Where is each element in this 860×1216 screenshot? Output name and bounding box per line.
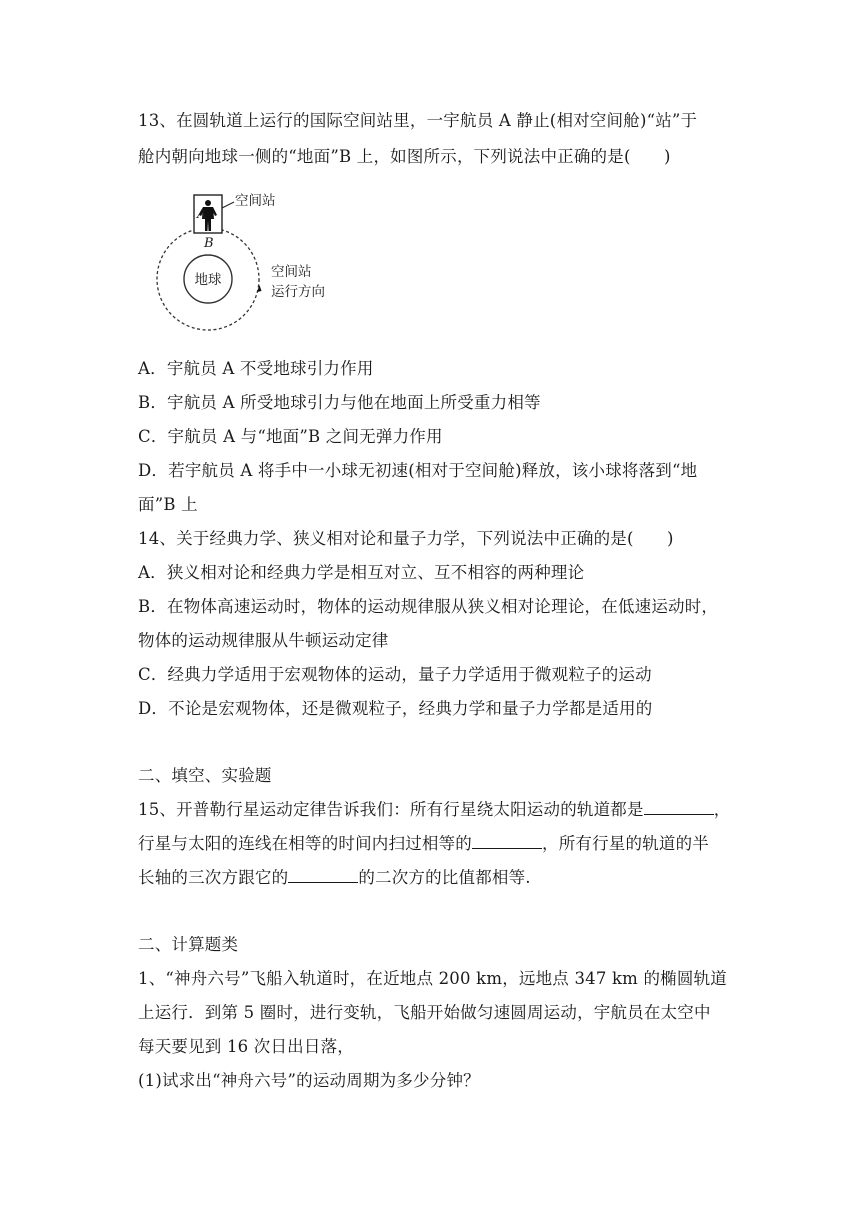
calc1-line1: 1、“神舟六号”飞船入轨道时，在近地点 200 km，远地点 347 km 的椭圆轨道 [138, 969, 727, 988]
direction-arrow-icon [257, 285, 262, 292]
direction-label-2: 运行方向 [271, 284, 325, 300]
point-b-label: B [204, 236, 214, 251]
calc1-line3: 每天要见到 16 次日出日落， [138, 1037, 354, 1056]
calc1-line2: 上运行．到第 5 圈时，进行变轨，飞船开始做匀速圆周运动，宇航员在太空中 [138, 1003, 711, 1022]
q15-line3-end: 的二次方的比值都相等. [358, 868, 531, 887]
station-label: 空间站 [235, 193, 276, 209]
q14-option-b-line1: B．在物体高速运动时，物体的运动规律服从狭义相对论理论，在低速运动时， [138, 597, 719, 616]
point-a-label: A [197, 207, 207, 222]
q15-blank-2 [472, 834, 542, 849]
q14-option-b-line2: 物体的运动规律服从牛顿运动定律 [138, 631, 389, 650]
q15-line2-end: ，所有行星的轨道的半 [542, 834, 709, 853]
q14-option-d: D．不论是宏观物体，还是微观粒子，经典力学和量子力学都是适用的 [138, 699, 653, 718]
q13-option-d-line2: 面”B 上 [138, 495, 198, 514]
space-station-figure [150, 186, 350, 336]
earth-label: 地球 [194, 272, 222, 288]
section-calc-title: 二、计算题类 [138, 935, 239, 954]
q15-blank-1 [644, 800, 714, 815]
q13-option-c: C．宇航员 A 与“地面”B 之间无弹力作用 [138, 427, 443, 446]
q13-option-a: A．宇航员 A 不受地球引力作用 [138, 359, 374, 378]
q13-stem-line1: 13、在圆轨道上运行的国际空间站里，一宇航员 A 静止(相对空间舱)“站”于 [138, 111, 698, 130]
q15-blank-3 [288, 868, 358, 883]
q13-option-d-line1: D．若宇航员 A 将手中一小球无初速(相对于空间舱)释放，该小球将落到“地 [138, 461, 698, 480]
q15-line3-text: 长轴的三次方跟它的 [138, 868, 289, 887]
q14-option-a: A．狭义相对论和经典力学是相互对立、互不相容的两种理论 [138, 563, 585, 582]
q15-line3 [138, 868, 531, 888]
q15-line1 [138, 800, 730, 820]
q15-line2 [138, 834, 709, 854]
q15-line2-text: 行星与太阳的连线在相等的时间内扫过相等的 [138, 834, 472, 853]
direction-label-1: 空间站 [271, 264, 312, 280]
q13-option-b: B．宇航员 A 所受地球引力与他在地面上所受重力相等 [138, 393, 541, 412]
q14-stem: 14、关于经典力学、狭义相对论和量子力学，下列说法中正确的是( ) [138, 529, 674, 548]
q15-line1-text: 15、开普勒行星运动定律告诉我们：所有行星绕太阳运动的轨道都是 [138, 800, 644, 819]
section-fill-blank-title: 二、填空、实验题 [138, 766, 272, 785]
station-label-leader [222, 202, 234, 208]
q15-line1-end: ， [713, 800, 731, 819]
calc1-sub1: (1)试求出“神舟六号”的运动周期为多少分钟？ [138, 1071, 480, 1090]
q13-stem-line2: 舱内朝向地球一侧的“地面”B 上，如图所示，下列说法中正确的是( ) [138, 147, 671, 166]
q14-option-c: C．经典力学适用于宏观物体的运动，量子力学适用于微观粒子的运动 [138, 665, 652, 684]
